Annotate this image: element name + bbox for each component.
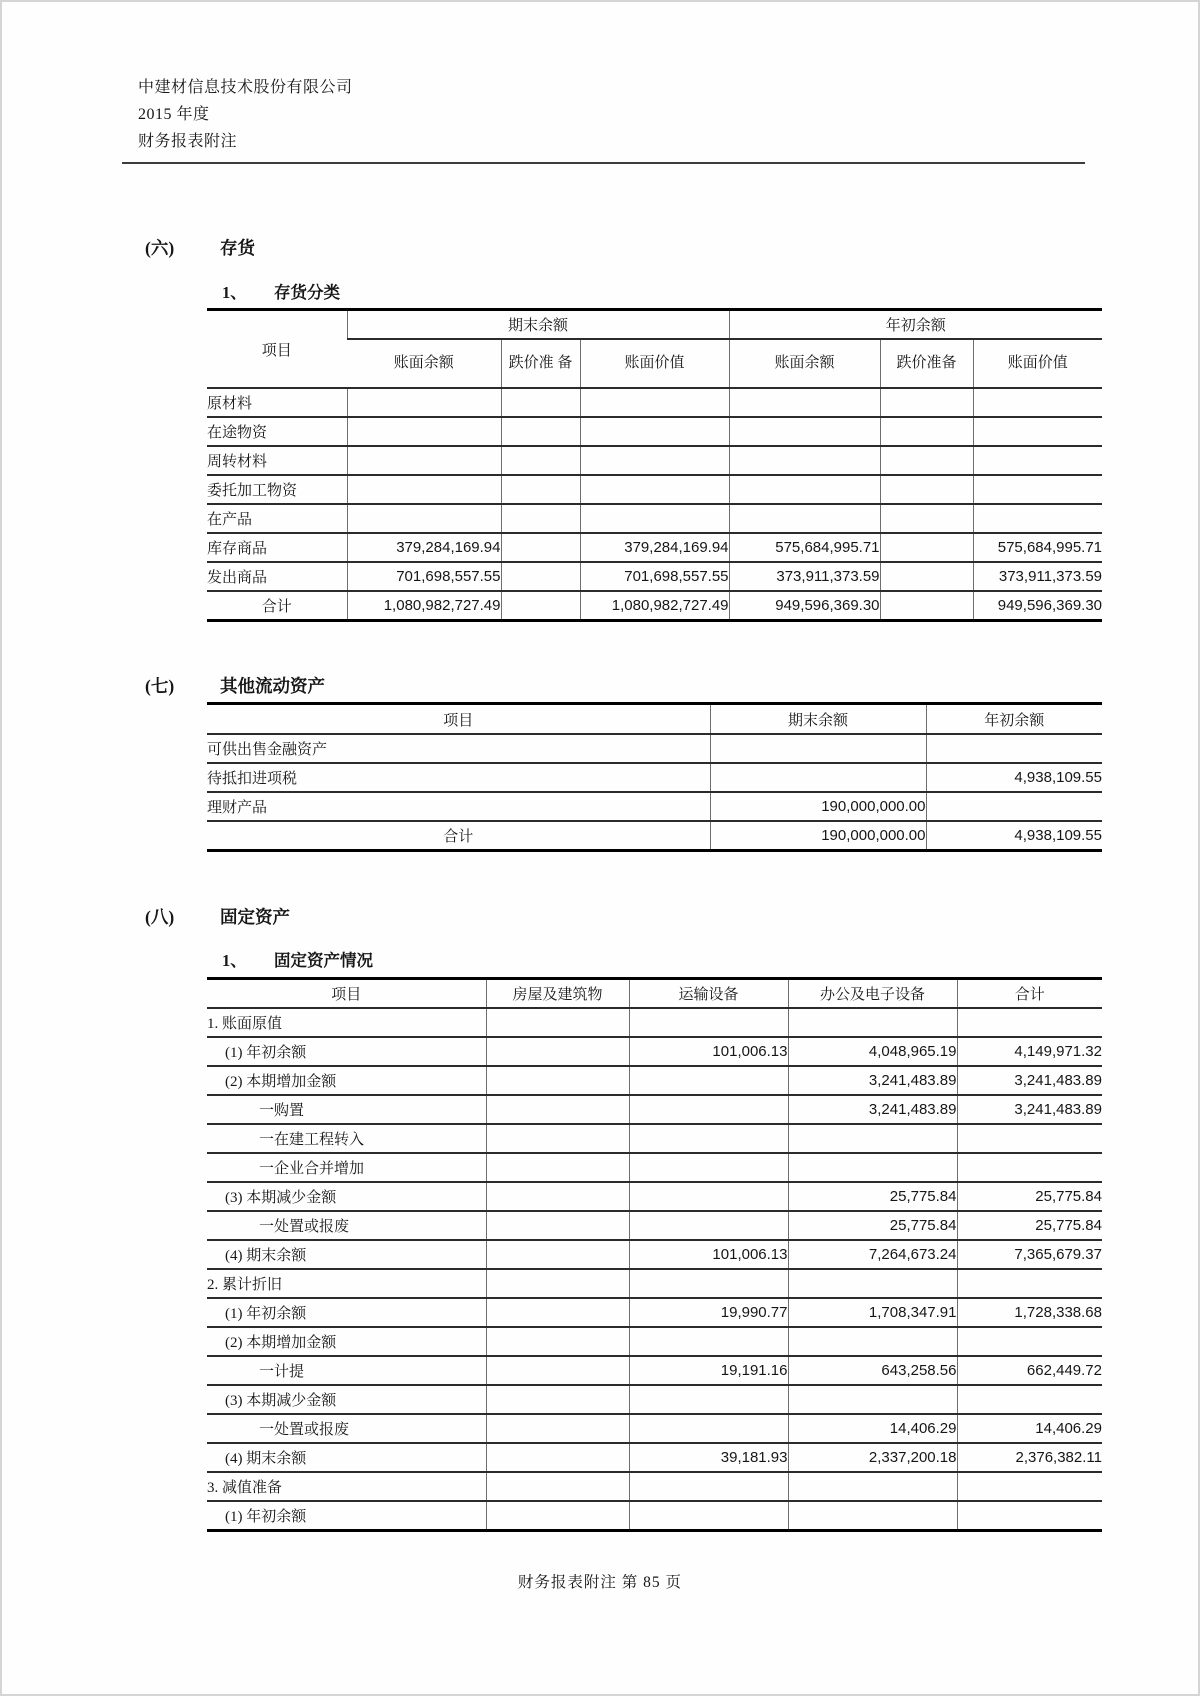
column-header: 办公及电子设备 bbox=[788, 979, 957, 1009]
total-row-label: 合计 bbox=[207, 591, 347, 621]
inventory-table-body bbox=[207, 388, 1102, 621]
fixed-assets-table-body bbox=[207, 1008, 1102, 1531]
row-label: 委托加工物资 bbox=[207, 475, 347, 504]
cell-value bbox=[788, 1472, 957, 1501]
cell-value bbox=[486, 1385, 629, 1414]
cell-value bbox=[629, 1211, 788, 1240]
cell-value: 4,938,109.55 bbox=[926, 763, 1102, 792]
cell-value bbox=[486, 1124, 629, 1153]
company-name: 中建材信息技术股份有限公司 bbox=[138, 79, 353, 96]
cell-value bbox=[788, 1153, 957, 1182]
cell-value: 3,241,483.89 bbox=[788, 1066, 957, 1095]
cell-value bbox=[629, 1008, 788, 1037]
row-label: 3. 减值准备 bbox=[207, 1472, 486, 1501]
section-heading-inventory bbox=[145, 236, 255, 260]
row-label: 可供出售金融资产 bbox=[207, 734, 710, 763]
table-row bbox=[207, 734, 1102, 763]
cell-value bbox=[926, 734, 1102, 763]
column-header: 跌价准 备 bbox=[501, 339, 580, 388]
cell-value bbox=[973, 475, 1102, 504]
table-row bbox=[207, 1269, 1102, 1298]
cell-value bbox=[486, 1153, 629, 1182]
cell-value bbox=[347, 446, 501, 475]
cell-value: 7,264,673.24 bbox=[788, 1240, 957, 1269]
column-header: 年初余额 bbox=[926, 704, 1102, 735]
fixed-assets-table-header bbox=[207, 979, 1102, 1009]
cell-value bbox=[580, 388, 729, 417]
column-header-item: 项目 bbox=[207, 310, 347, 389]
subsection-number: 1、 bbox=[222, 283, 247, 302]
cell-value bbox=[501, 417, 580, 446]
column-header: 项目 bbox=[207, 979, 486, 1009]
cell-value bbox=[629, 1153, 788, 1182]
cell-value bbox=[880, 504, 973, 533]
row-label: (2) 本期增加金额 bbox=[207, 1327, 486, 1356]
column-header: 运输设备 bbox=[629, 979, 788, 1009]
table-row bbox=[207, 1385, 1102, 1414]
cell-value bbox=[501, 504, 580, 533]
cell-value: 19,191.16 bbox=[629, 1356, 788, 1385]
row-label: (4) 期末余额 bbox=[207, 1240, 486, 1269]
table-row bbox=[207, 1182, 1102, 1211]
cell-value bbox=[486, 1240, 629, 1269]
cell-value bbox=[486, 1414, 629, 1443]
cell-value: 39,181.93 bbox=[629, 1443, 788, 1472]
subsection-title: 存货分类 bbox=[274, 283, 340, 302]
cell-value bbox=[926, 792, 1102, 821]
table-row bbox=[207, 1327, 1102, 1356]
cell-value bbox=[486, 1298, 629, 1327]
table-row bbox=[207, 1298, 1102, 1327]
cell-value bbox=[347, 417, 501, 446]
cell-value: 949,596,369.30 bbox=[973, 591, 1102, 621]
cell-value: 101,006.13 bbox=[629, 1240, 788, 1269]
cell-value: 379,284,169.94 bbox=[347, 533, 501, 562]
inventory-table bbox=[207, 308, 1102, 622]
column-group-beginning-balance: 年初余额 bbox=[729, 310, 1102, 340]
cell-value bbox=[347, 388, 501, 417]
row-label: 一处置或报废 bbox=[207, 1211, 486, 1240]
cell-value: 25,775.84 bbox=[957, 1182, 1102, 1211]
cell-value: 1,080,982,727.49 bbox=[580, 591, 729, 621]
cell-value bbox=[880, 388, 973, 417]
cell-value bbox=[880, 591, 973, 621]
cell-value: 4,048,965.19 bbox=[788, 1037, 957, 1066]
cell-value bbox=[957, 1269, 1102, 1298]
section-number: (八) bbox=[145, 907, 175, 927]
cell-value bbox=[957, 1501, 1102, 1531]
cell-value: 379,284,169.94 bbox=[580, 533, 729, 562]
row-label: 一在建工程转入 bbox=[207, 1124, 486, 1153]
column-header: 账面价值 bbox=[580, 339, 729, 388]
column-header: 项目 bbox=[207, 704, 710, 735]
subsection-number: 1、 bbox=[222, 951, 247, 970]
cell-value bbox=[486, 1211, 629, 1240]
row-label: 在途物资 bbox=[207, 417, 347, 446]
cell-value bbox=[501, 591, 580, 621]
page-footer bbox=[2, 1570, 1198, 1592]
cell-value: 190,000,000.00 bbox=[710, 792, 926, 821]
table-row bbox=[207, 562, 1102, 591]
column-header: 期末余额 bbox=[710, 704, 926, 735]
cell-value bbox=[788, 1124, 957, 1153]
cell-value bbox=[629, 1182, 788, 1211]
cell-value bbox=[957, 1124, 1102, 1153]
subsection-heading-fixed-assets bbox=[222, 950, 373, 972]
table-row bbox=[207, 1037, 1102, 1066]
cell-value bbox=[501, 533, 580, 562]
table-row bbox=[207, 1095, 1102, 1124]
row-label: (4) 期末余额 bbox=[207, 1443, 486, 1472]
cell-value: 190,000,000.00 bbox=[710, 821, 926, 851]
cell-value bbox=[629, 1124, 788, 1153]
cell-value bbox=[486, 1008, 629, 1037]
other-current-assets-table-body bbox=[207, 734, 1102, 851]
cell-value bbox=[486, 1501, 629, 1531]
cell-value bbox=[580, 504, 729, 533]
column-header: 账面价值 bbox=[973, 339, 1102, 388]
cell-value: 701,698,557.55 bbox=[580, 562, 729, 591]
other-current-assets-table bbox=[207, 702, 1102, 852]
table-row bbox=[207, 417, 1102, 446]
other-current-assets-table-header bbox=[207, 704, 1102, 735]
cell-value bbox=[880, 562, 973, 591]
section-number: (七) bbox=[145, 676, 175, 696]
cell-value bbox=[788, 1501, 957, 1531]
total-row bbox=[207, 821, 1102, 851]
doc-title: 财务报表附注 bbox=[138, 133, 238, 150]
row-label: 原材料 bbox=[207, 388, 347, 417]
table-row bbox=[207, 1153, 1102, 1182]
row-label: (3) 本期减少金额 bbox=[207, 1385, 486, 1414]
total-row-label: 合计 bbox=[207, 821, 710, 851]
table-row bbox=[207, 1414, 1102, 1443]
cell-value bbox=[788, 1008, 957, 1037]
subsection-heading-inventory bbox=[222, 282, 340, 304]
column-header: 房屋及建筑物 bbox=[486, 979, 629, 1009]
cell-value bbox=[347, 504, 501, 533]
cell-value: 101,006.13 bbox=[629, 1037, 788, 1066]
cell-value bbox=[788, 1269, 957, 1298]
cell-value bbox=[486, 1356, 629, 1385]
row-label: (1) 年初余额 bbox=[207, 1298, 486, 1327]
cell-value bbox=[580, 446, 729, 475]
cell-value bbox=[973, 417, 1102, 446]
cell-value bbox=[729, 417, 880, 446]
table-row bbox=[207, 1008, 1102, 1037]
cell-value bbox=[347, 475, 501, 504]
cell-value: 14,406.29 bbox=[788, 1414, 957, 1443]
cell-value: 25,775.84 bbox=[957, 1211, 1102, 1240]
table-row bbox=[207, 1501, 1102, 1531]
cell-value bbox=[973, 504, 1102, 533]
cell-value bbox=[710, 734, 926, 763]
cell-value bbox=[957, 1385, 1102, 1414]
cell-value: 373,911,373.59 bbox=[973, 562, 1102, 591]
cell-value: 4,149,971.32 bbox=[957, 1037, 1102, 1066]
table-row bbox=[207, 1472, 1102, 1501]
cell-value bbox=[880, 446, 973, 475]
cell-value bbox=[486, 1269, 629, 1298]
section-heading-fixed-assets bbox=[145, 905, 290, 929]
row-label: 一处置或报废 bbox=[207, 1414, 486, 1443]
table-row bbox=[207, 1443, 1102, 1472]
cell-value bbox=[973, 388, 1102, 417]
section-title: 存货 bbox=[220, 238, 255, 258]
cell-value bbox=[629, 1066, 788, 1095]
table-row bbox=[207, 792, 1102, 821]
section-heading-other-current-assets bbox=[145, 674, 325, 698]
cell-value bbox=[629, 1095, 788, 1124]
cell-value: 4,938,109.55 bbox=[926, 821, 1102, 851]
report-year: 2015 年度 bbox=[138, 106, 210, 123]
row-label: 理财产品 bbox=[207, 792, 710, 821]
section-number: (六) bbox=[145, 238, 175, 258]
cell-value: 3,241,483.89 bbox=[957, 1095, 1102, 1124]
cell-value bbox=[486, 1037, 629, 1066]
cell-value bbox=[880, 533, 973, 562]
fixed-assets-table bbox=[207, 977, 1102, 1532]
cell-value bbox=[629, 1327, 788, 1356]
column-header: 跌价准备 bbox=[880, 339, 973, 388]
cell-value bbox=[486, 1095, 629, 1124]
cell-value: 25,775.84 bbox=[788, 1211, 957, 1240]
row-label: (2) 本期增加金额 bbox=[207, 1066, 486, 1095]
cell-value bbox=[729, 446, 880, 475]
row-label: 2. 累计折旧 bbox=[207, 1269, 486, 1298]
total-row bbox=[207, 591, 1102, 621]
cell-value bbox=[486, 1443, 629, 1472]
cell-value bbox=[629, 1414, 788, 1443]
table-row bbox=[207, 388, 1102, 417]
cell-value: 373,911,373.59 bbox=[729, 562, 880, 591]
cell-value bbox=[501, 562, 580, 591]
row-label: 周转材料 bbox=[207, 446, 347, 475]
cell-value bbox=[957, 1327, 1102, 1356]
cell-value bbox=[501, 475, 580, 504]
cell-value bbox=[629, 1385, 788, 1414]
cell-value bbox=[957, 1472, 1102, 1501]
cell-value: 19,990.77 bbox=[629, 1298, 788, 1327]
cell-value bbox=[486, 1327, 629, 1356]
table-row bbox=[207, 446, 1102, 475]
column-header: 合计 bbox=[957, 979, 1102, 1009]
cell-value bbox=[729, 504, 880, 533]
inventory-table-header bbox=[207, 310, 1102, 389]
row-label: 待抵扣进项税 bbox=[207, 763, 710, 792]
row-label: 在产品 bbox=[207, 504, 347, 533]
cell-value bbox=[486, 1472, 629, 1501]
table-row bbox=[207, 1240, 1102, 1269]
cell-value: 575,684,995.71 bbox=[729, 533, 880, 562]
cell-value bbox=[629, 1501, 788, 1531]
footer-text: 财务报表附注 第 85 页 bbox=[517, 1574, 683, 1591]
cell-value bbox=[957, 1153, 1102, 1182]
row-label: (3) 本期减少金额 bbox=[207, 1182, 486, 1211]
cell-value bbox=[973, 446, 1102, 475]
report-header bbox=[122, 74, 1085, 164]
table-row bbox=[207, 1066, 1102, 1095]
cell-value bbox=[729, 388, 880, 417]
cell-value bbox=[629, 1472, 788, 1501]
cell-value bbox=[501, 388, 580, 417]
table-row bbox=[207, 504, 1102, 533]
column-group-ending-balance: 期末余额 bbox=[347, 310, 729, 340]
cell-value bbox=[580, 417, 729, 446]
cell-value: 14,406.29 bbox=[957, 1414, 1102, 1443]
row-label: (1) 年初余额 bbox=[207, 1501, 486, 1531]
cell-value bbox=[486, 1182, 629, 1211]
table-row bbox=[207, 533, 1102, 562]
cell-value bbox=[729, 475, 880, 504]
row-label: 一购置 bbox=[207, 1095, 486, 1124]
cell-value bbox=[880, 417, 973, 446]
cell-value: 7,365,679.37 bbox=[957, 1240, 1102, 1269]
cell-value: 1,708,347.91 bbox=[788, 1298, 957, 1327]
row-label: 一企业合并增加 bbox=[207, 1153, 486, 1182]
row-label: (1) 年初余额 bbox=[207, 1037, 486, 1066]
column-header: 账面余额 bbox=[347, 339, 501, 388]
cell-value bbox=[629, 1269, 788, 1298]
cell-value bbox=[788, 1327, 957, 1356]
cell-value: 949,596,369.30 bbox=[729, 591, 880, 621]
cell-value: 3,241,483.89 bbox=[788, 1095, 957, 1124]
cell-value bbox=[788, 1385, 957, 1414]
cell-value: 2,337,200.18 bbox=[788, 1443, 957, 1472]
table-row bbox=[207, 475, 1102, 504]
section-title: 其他流动资产 bbox=[220, 676, 325, 696]
cell-value: 25,775.84 bbox=[788, 1182, 957, 1211]
cell-value: 1,080,982,727.49 bbox=[347, 591, 501, 621]
section-title: 固定资产 bbox=[220, 907, 290, 927]
cell-value: 575,684,995.71 bbox=[973, 533, 1102, 562]
cell-value bbox=[486, 1066, 629, 1095]
cell-value bbox=[957, 1008, 1102, 1037]
cell-value: 643,258.56 bbox=[788, 1356, 957, 1385]
cell-value: 1,728,338.68 bbox=[957, 1298, 1102, 1327]
row-label: 1. 账面原值 bbox=[207, 1008, 486, 1037]
row-label: 库存商品 bbox=[207, 533, 347, 562]
cell-value bbox=[880, 475, 973, 504]
cell-value: 2,376,382.11 bbox=[957, 1443, 1102, 1472]
table-row bbox=[207, 1124, 1102, 1153]
cell-value: 701,698,557.55 bbox=[347, 562, 501, 591]
table-row bbox=[207, 1356, 1102, 1385]
row-label: 一计提 bbox=[207, 1356, 486, 1385]
row-label: 发出商品 bbox=[207, 562, 347, 591]
table-row bbox=[207, 763, 1102, 792]
subsection-title: 固定资产情况 bbox=[274, 951, 373, 970]
cell-value bbox=[501, 446, 580, 475]
cell-value: 3,241,483.89 bbox=[957, 1066, 1102, 1095]
cell-value: 662,449.72 bbox=[957, 1356, 1102, 1385]
column-header: 账面余额 bbox=[729, 339, 880, 388]
cell-value bbox=[580, 475, 729, 504]
cell-value bbox=[710, 763, 926, 792]
table-row bbox=[207, 1211, 1102, 1240]
